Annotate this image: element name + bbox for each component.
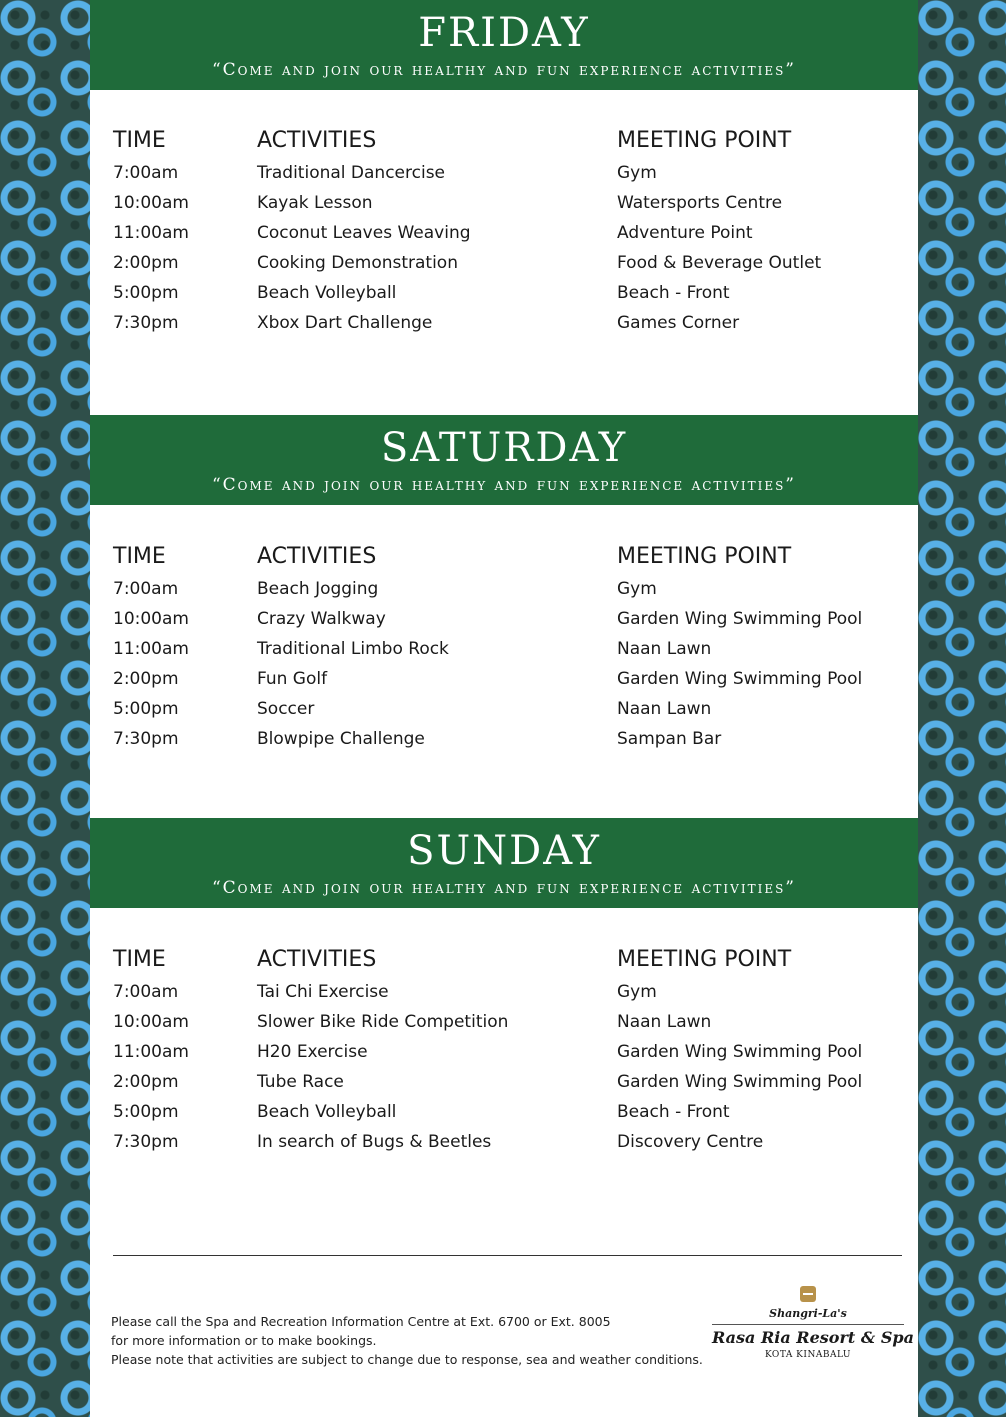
logo-city: KOTA KINABALU	[764, 1350, 852, 1360]
day-banner-sunday	[90, 818, 918, 908]
activity-cell: Slower Bike Ride Competition	[257, 1012, 509, 1032]
activity-cell: Coconut Leaves Weaving	[257, 223, 471, 243]
time-cell: 11:00am	[113, 639, 189, 659]
meeting-cell: Garden Wing Swimming Pool	[617, 669, 863, 689]
logo-rule	[712, 1324, 904, 1325]
table-row	[113, 188, 918, 218]
logo-resort-name: Rasa Ria Resort & Spa	[712, 1328, 914, 1347]
table-header	[113, 943, 918, 977]
schedule-page	[90, 0, 918, 1417]
schedule-table-friday	[113, 124, 918, 338]
time-cell: 2:00pm	[113, 1072, 179, 1092]
activity-cell: H20 Exercise	[257, 1042, 368, 1062]
meeting-cell: Gym	[617, 579, 657, 599]
meeting-cell: Games Corner	[617, 313, 740, 333]
table-row	[113, 1127, 918, 1157]
header-meeting-point: MEETING POINT	[617, 128, 792, 153]
header-activities: ACTIVITIES	[257, 128, 377, 153]
meeting-cell: Discovery Centre	[617, 1132, 764, 1152]
time-cell: 10:00am	[113, 193, 189, 213]
time-cell: 11:00am	[113, 223, 189, 243]
time-cell: 11:00am	[113, 1042, 189, 1062]
meeting-cell: Gym	[617, 163, 657, 183]
activity-cell: Crazy Walkway	[257, 609, 386, 629]
decorative-border-right	[918, 0, 1006, 1417]
header-meeting-point: MEETING POINT	[617, 544, 792, 569]
footer-divider	[113, 1255, 902, 1256]
table-row	[113, 218, 918, 248]
meeting-cell: Gym	[617, 982, 657, 1002]
table-row	[113, 278, 918, 308]
footer-notes	[111, 1312, 703, 1369]
time-cell: 7:30pm	[113, 1132, 179, 1152]
activity-cell: Beach Volleyball	[257, 1102, 397, 1122]
table-row	[113, 158, 918, 188]
activity-cell: Fun Golf	[257, 669, 328, 689]
table-row	[113, 1097, 918, 1127]
meeting-cell: Watersports Centre	[617, 193, 783, 213]
activity-cell: Blowpipe Challenge	[257, 729, 425, 749]
time-cell: 2:00pm	[113, 253, 179, 273]
day-title: SATURDAY	[380, 425, 628, 471]
shangri-la-emblem-icon	[800, 1286, 816, 1302]
schedule-table-sunday	[113, 943, 918, 1157]
table-row	[113, 724, 918, 754]
time-cell: 5:00pm	[113, 283, 179, 303]
day-banner-friday	[90, 0, 918, 90]
meeting-cell: Naan Lawn	[617, 1012, 712, 1032]
meeting-cell: Beach - Front	[617, 1102, 730, 1122]
time-cell: 7:00am	[113, 982, 179, 1002]
schedule-table-saturday	[113, 540, 918, 754]
activity-cell: Beach Jogging	[257, 579, 379, 599]
day-tagline: “Come and join our healthy and fun experience activities”	[211, 475, 796, 495]
header-time: TIME	[113, 544, 166, 569]
activity-cell: Cooking Demonstration	[257, 253, 458, 273]
day-tagline: “Come and join our healthy and fun experience activities”	[211, 878, 796, 898]
header-activities: ACTIVITIES	[257, 544, 377, 569]
header-activities: ACTIVITIES	[257, 947, 377, 972]
time-cell: 5:00pm	[113, 699, 179, 719]
footer-line-bookings: for more information or to make bookings.	[111, 1333, 377, 1348]
table-row	[113, 634, 918, 664]
table-row	[113, 977, 918, 1007]
header-time: TIME	[113, 947, 166, 972]
time-cell: 5:00pm	[113, 1102, 179, 1122]
time-cell: 2:00pm	[113, 669, 179, 689]
activity-cell: Xbox Dart Challenge	[257, 313, 433, 333]
activity-cell: Beach Volleyball	[257, 283, 397, 303]
meeting-cell: Garden Wing Swimming Pool	[617, 609, 863, 629]
activity-cell: Kayak Lesson	[257, 193, 373, 213]
footer-line-contact: Please call the Spa and Recreation Information Centre at Ext. 6700 or Ext. 8005	[111, 1314, 611, 1329]
footer-line-disclaimer: Please note that activities are subject to change due to response, sea and weather conditions.	[111, 1352, 703, 1367]
table-row	[113, 1037, 918, 1067]
activity-cell: Traditional Limbo Rock	[257, 639, 449, 659]
time-cell: 7:30pm	[113, 313, 179, 333]
time-cell: 7:30pm	[113, 729, 179, 749]
table-row	[113, 694, 918, 724]
table-row	[113, 604, 918, 634]
time-cell: 7:00am	[113, 579, 179, 599]
time-cell: 10:00am	[113, 609, 189, 629]
activity-cell: Tube Race	[257, 1072, 344, 1092]
activity-cell: Tai Chi Exercise	[257, 982, 389, 1002]
table-header	[113, 124, 918, 158]
day-title: SUNDAY	[407, 828, 601, 874]
table-row	[113, 1007, 918, 1037]
meeting-cell: Naan Lawn	[617, 699, 712, 719]
day-tagline: “Come and join our healthy and fun experience activities”	[211, 60, 796, 80]
table-row	[113, 248, 918, 278]
header-time: TIME	[113, 128, 166, 153]
meeting-cell: Naan Lawn	[617, 639, 712, 659]
table-row	[113, 1067, 918, 1097]
meeting-cell: Food & Beverage Outlet	[617, 253, 822, 273]
meeting-cell: Sampan Bar	[617, 729, 722, 749]
table-row	[113, 574, 918, 604]
activity-cell: In search of Bugs & Beetles	[257, 1132, 492, 1152]
table-row	[113, 308, 918, 338]
logo-brand: Shangri-La's	[769, 1307, 847, 1320]
activity-cell: Soccer	[257, 699, 315, 719]
time-cell: 7:00am	[113, 163, 179, 183]
meeting-cell: Beach - Front	[617, 283, 730, 303]
meeting-cell: Adventure Point	[617, 223, 753, 243]
time-cell: 10:00am	[113, 1012, 189, 1032]
meeting-cell: Garden Wing Swimming Pool	[617, 1072, 863, 1092]
meeting-cell: Garden Wing Swimming Pool	[617, 1042, 863, 1062]
resort-logo	[712, 1286, 914, 1361]
day-banner-saturday	[90, 415, 918, 505]
decorative-border-left	[0, 0, 90, 1417]
day-title: FRIDAY	[418, 10, 590, 56]
activity-cell: Traditional Dancercise	[257, 163, 446, 183]
header-meeting-point: MEETING POINT	[617, 947, 792, 972]
table-row	[113, 664, 918, 694]
table-header	[113, 540, 918, 574]
